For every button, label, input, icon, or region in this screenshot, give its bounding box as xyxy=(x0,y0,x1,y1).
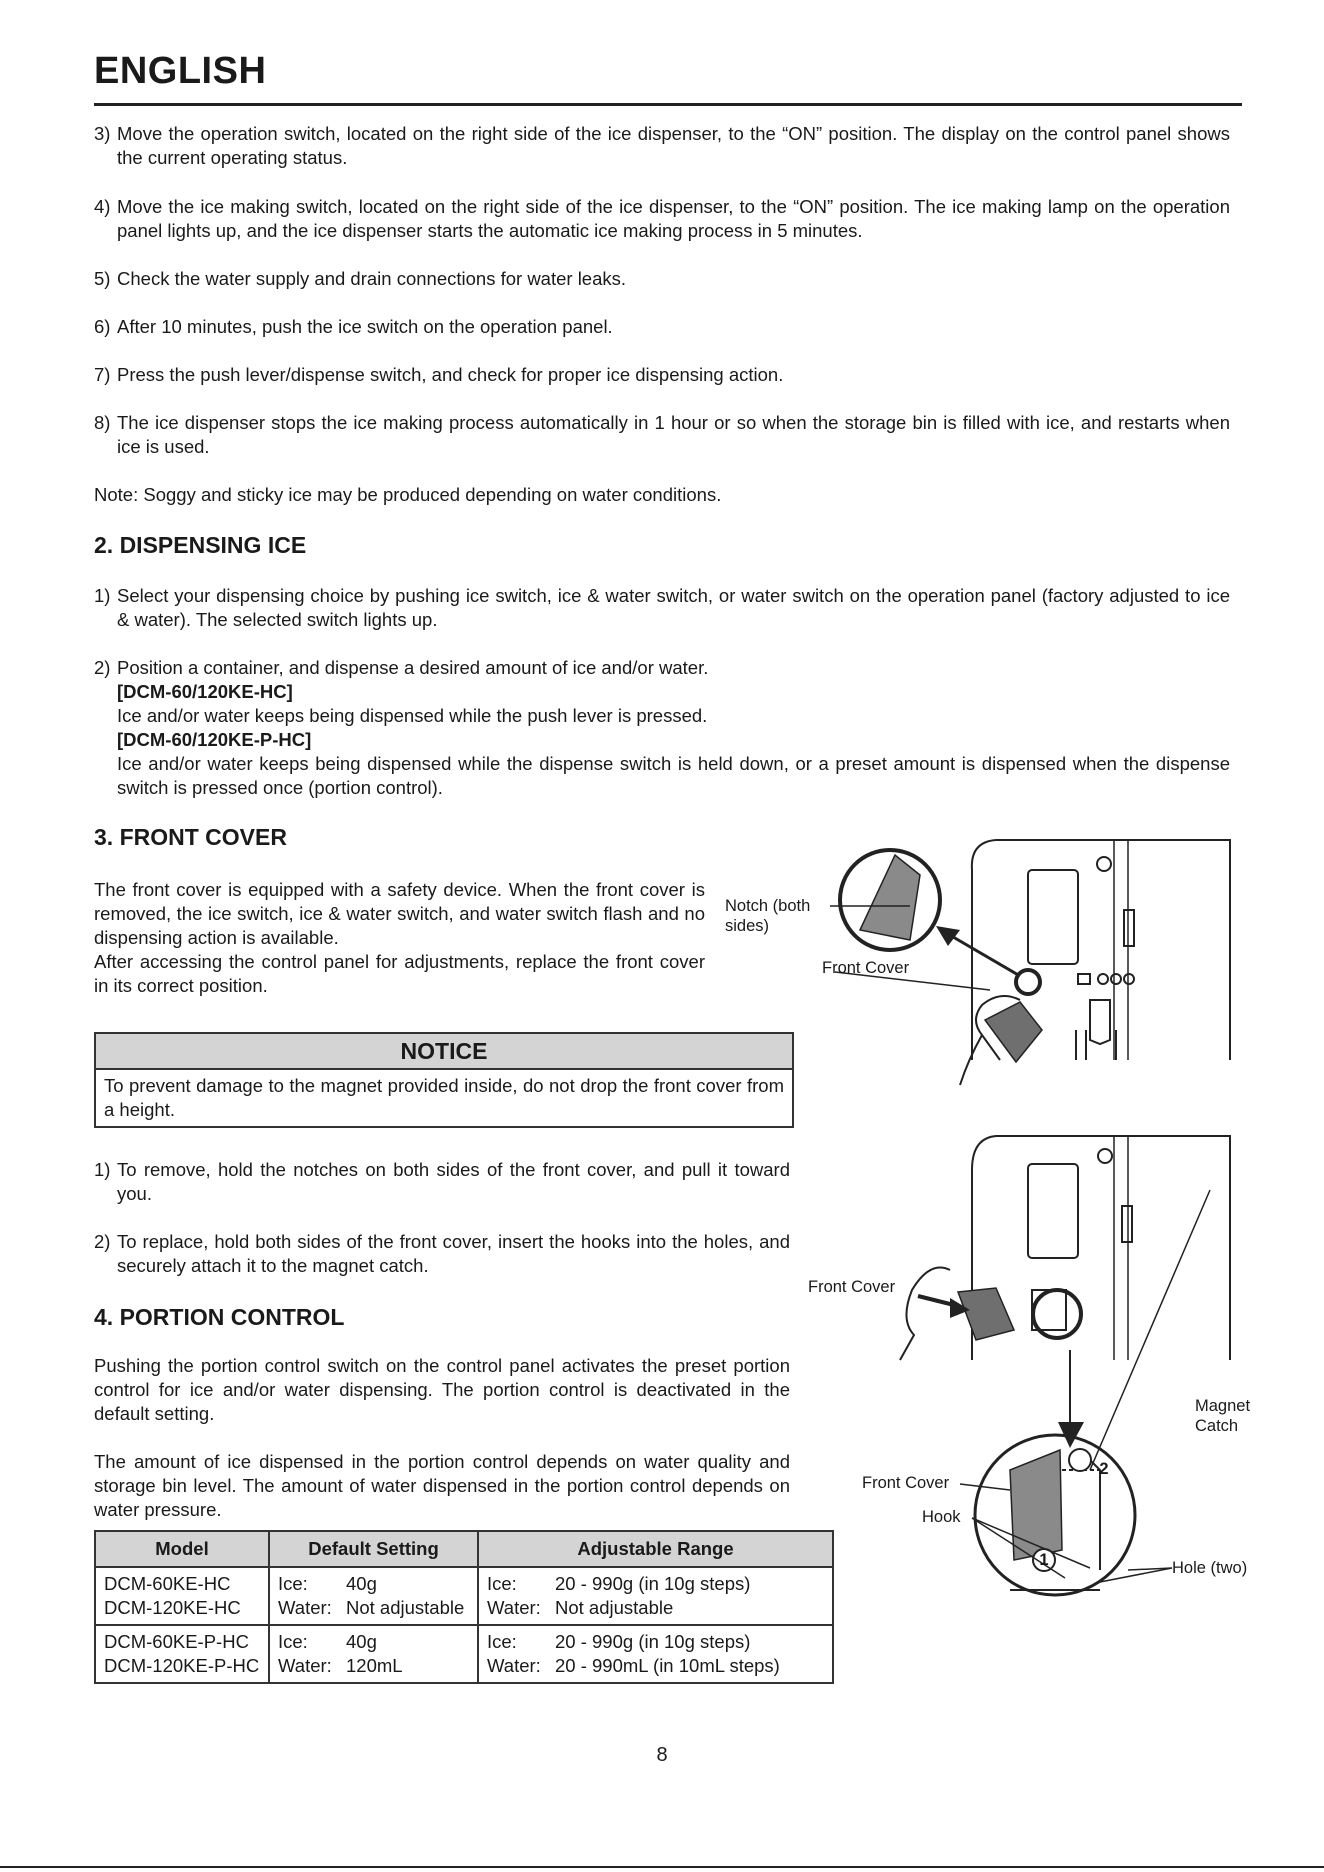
portion-settings-table xyxy=(94,1530,834,1684)
section-heading-dispensing: 2. DISPENSING ICE xyxy=(94,532,307,558)
setting-key: Ice: xyxy=(487,1573,517,1594)
setting-key: Ice: xyxy=(487,1631,517,1652)
setting-value: Not adjustable xyxy=(346,1597,465,1618)
front-cover-label: Front Cover xyxy=(862,1474,950,1492)
notice-box xyxy=(94,1032,794,1128)
paragraph: The front cover is equipped with a safety device. When the front cover is removed, the ice switch, ice & water switch, and water switch flash and no dispensing action is available. xyxy=(94,879,705,948)
step-text: After 10 minutes, push the ice switch on the operation panel. xyxy=(117,316,613,337)
step-text: To replace, hold both sides of the front cover, insert the hooks into the holes, and securely attach it to the magnet catch. xyxy=(117,1231,790,1276)
setting-value: 120mL xyxy=(346,1655,403,1676)
hole-label: Hole (two) xyxy=(1172,1559,1248,1577)
setting-value: 20 - 990mL (in 10mL steps) xyxy=(555,1655,780,1676)
front-cover-label: Front Cover xyxy=(808,1278,896,1296)
column-header: Adjustable Range xyxy=(478,1531,833,1567)
setting-value: 20 - 990g (in 10g steps) xyxy=(555,1573,751,1594)
step-text: Position a container, and dispense a desired amount of ice and/or water. xyxy=(117,657,709,678)
front-cover-removal-illustration xyxy=(720,830,1240,1090)
section-heading-portion-control: 4. PORTION CONTROL xyxy=(94,1304,345,1330)
step-number: 2) xyxy=(94,1231,111,1252)
step-number: 6) xyxy=(94,316,111,337)
step-text: To remove, hold the notches on both sides of the front cover, and pull it toward you. xyxy=(117,1159,790,1204)
setting-key: Water: xyxy=(278,1597,332,1618)
step-text: Select your dispensing choice by pushing ice switch, ice & water switch, or water switch on the operation panel (factory adjusted to ice & water). The selected switch lights up. xyxy=(117,585,1230,630)
step-number: 1) xyxy=(94,1159,111,1180)
step-text: Move the ice making switch, located on the right side of the ice dispenser, to the “ON” position. The ice making lamp on the operation panel lights up, and the ice dispenser starts the automatic ice making process in 5 minutes. xyxy=(117,196,1230,241)
callout-marker-1: 1 xyxy=(1039,1551,1049,1569)
model-cell xyxy=(95,1567,269,1625)
portion-description xyxy=(94,1450,790,1522)
table-row xyxy=(95,1567,833,1625)
table-header-row xyxy=(95,1531,833,1567)
page-number: 8 xyxy=(656,1744,668,1766)
notice-title: NOTICE xyxy=(96,1034,792,1070)
default-cell xyxy=(269,1567,478,1625)
magnet-catch-label: Magnet Catch xyxy=(1195,1397,1251,1435)
portion-description xyxy=(94,1354,790,1426)
model-name: DCM-120KE-P-HC xyxy=(104,1655,260,1676)
step-number: 3) xyxy=(94,123,111,144)
front-cover-label: Front Cover xyxy=(822,959,910,977)
setting-key: Water: xyxy=(278,1655,332,1676)
bottom-rule xyxy=(0,1866,1324,1868)
paragraph: The amount of ice dispensed in the portion control depends on water quality and storage bin level. The amount of water dispensed in the portion control depends on water pressure. xyxy=(94,1451,790,1520)
step-number: 1) xyxy=(94,585,111,606)
step-text: Check the water supply and drain connections for water leaks. xyxy=(117,268,627,289)
callout-marker-2: 2 xyxy=(1099,1460,1109,1478)
step-number: 7) xyxy=(94,364,111,385)
model-name: DCM-120KE-HC xyxy=(104,1597,241,1618)
setting-value: 20 - 990g (in 10g steps) xyxy=(555,1631,751,1652)
notice-text: To prevent damage to the magnet provided inside, do not drop the front cover from a height. xyxy=(104,1075,784,1120)
note-text: Note: Soggy and sticky ice may be produced depending on water conditions. xyxy=(94,484,722,505)
step-number: 4) xyxy=(94,196,111,217)
setting-key: Water: xyxy=(487,1655,541,1676)
step-number: 5) xyxy=(94,268,111,289)
paragraph: Pushing the portion control switch on the control panel activates the preset portion control for ice and/or water dispensing. The portion control is deactivated in the default setting. xyxy=(94,1355,790,1424)
column-header: Default Setting xyxy=(269,1531,478,1567)
model-description: Ice and/or water keeps being dispensed while the push lever is pressed. xyxy=(117,705,708,726)
table-row xyxy=(95,1625,833,1683)
default-cell xyxy=(269,1625,478,1683)
setting-key: Water: xyxy=(487,1597,541,1618)
step-text: Press the push lever/dispense switch, and check for proper ice dispensing action. xyxy=(117,364,784,385)
step-body xyxy=(117,656,1230,800)
section-heading-front-cover: 3. FRONT COVER xyxy=(94,824,287,850)
model-cell xyxy=(95,1625,269,1683)
model-description: Ice and/or water keeps being dispensed while the dispense switch is held down, or a preset amount is dispensed when the dispense switch is pressed once (portion control). xyxy=(117,753,1230,798)
model-label: [DCM-60/120KE-P-HC] xyxy=(117,729,312,750)
setting-value: Not adjustable xyxy=(555,1597,674,1618)
range-cell xyxy=(478,1625,833,1683)
setting-key: Ice: xyxy=(278,1573,308,1594)
model-name: DCM-60KE-HC xyxy=(104,1573,231,1594)
step-number: 2) xyxy=(94,657,111,678)
column-header: Model xyxy=(95,1531,269,1567)
model-label: [DCM-60/120KE-HC] xyxy=(117,681,293,702)
step-text: Move the operation switch, located on the right side of the ice dispenser, to the “ON” position. The display on the control panel shows the current operating status. xyxy=(117,123,1230,168)
paragraph: After accessing the control panel for adjustments, replace the front cover in its correct position. xyxy=(94,951,705,996)
header-rule xyxy=(94,103,1242,106)
hook-label: Hook xyxy=(922,1508,961,1526)
setting-key: Ice: xyxy=(278,1631,308,1652)
range-cell xyxy=(478,1567,833,1625)
step-text: The ice dispenser stops the ice making process automatically in 1 hour or so when the storage bin is filled with ice, and restarts when ice is used. xyxy=(117,412,1230,457)
step-number: 8) xyxy=(94,412,111,433)
front-cover-attach-illustration xyxy=(800,1130,1240,1600)
page-title: ENGLISH xyxy=(94,50,267,92)
model-name: DCM-60KE-P-HC xyxy=(104,1631,249,1652)
setting-value: 40g xyxy=(346,1631,377,1652)
notch-label: Notch (both sides) xyxy=(725,897,811,935)
setting-value: 40g xyxy=(346,1573,377,1594)
front-cover-description xyxy=(94,878,705,998)
